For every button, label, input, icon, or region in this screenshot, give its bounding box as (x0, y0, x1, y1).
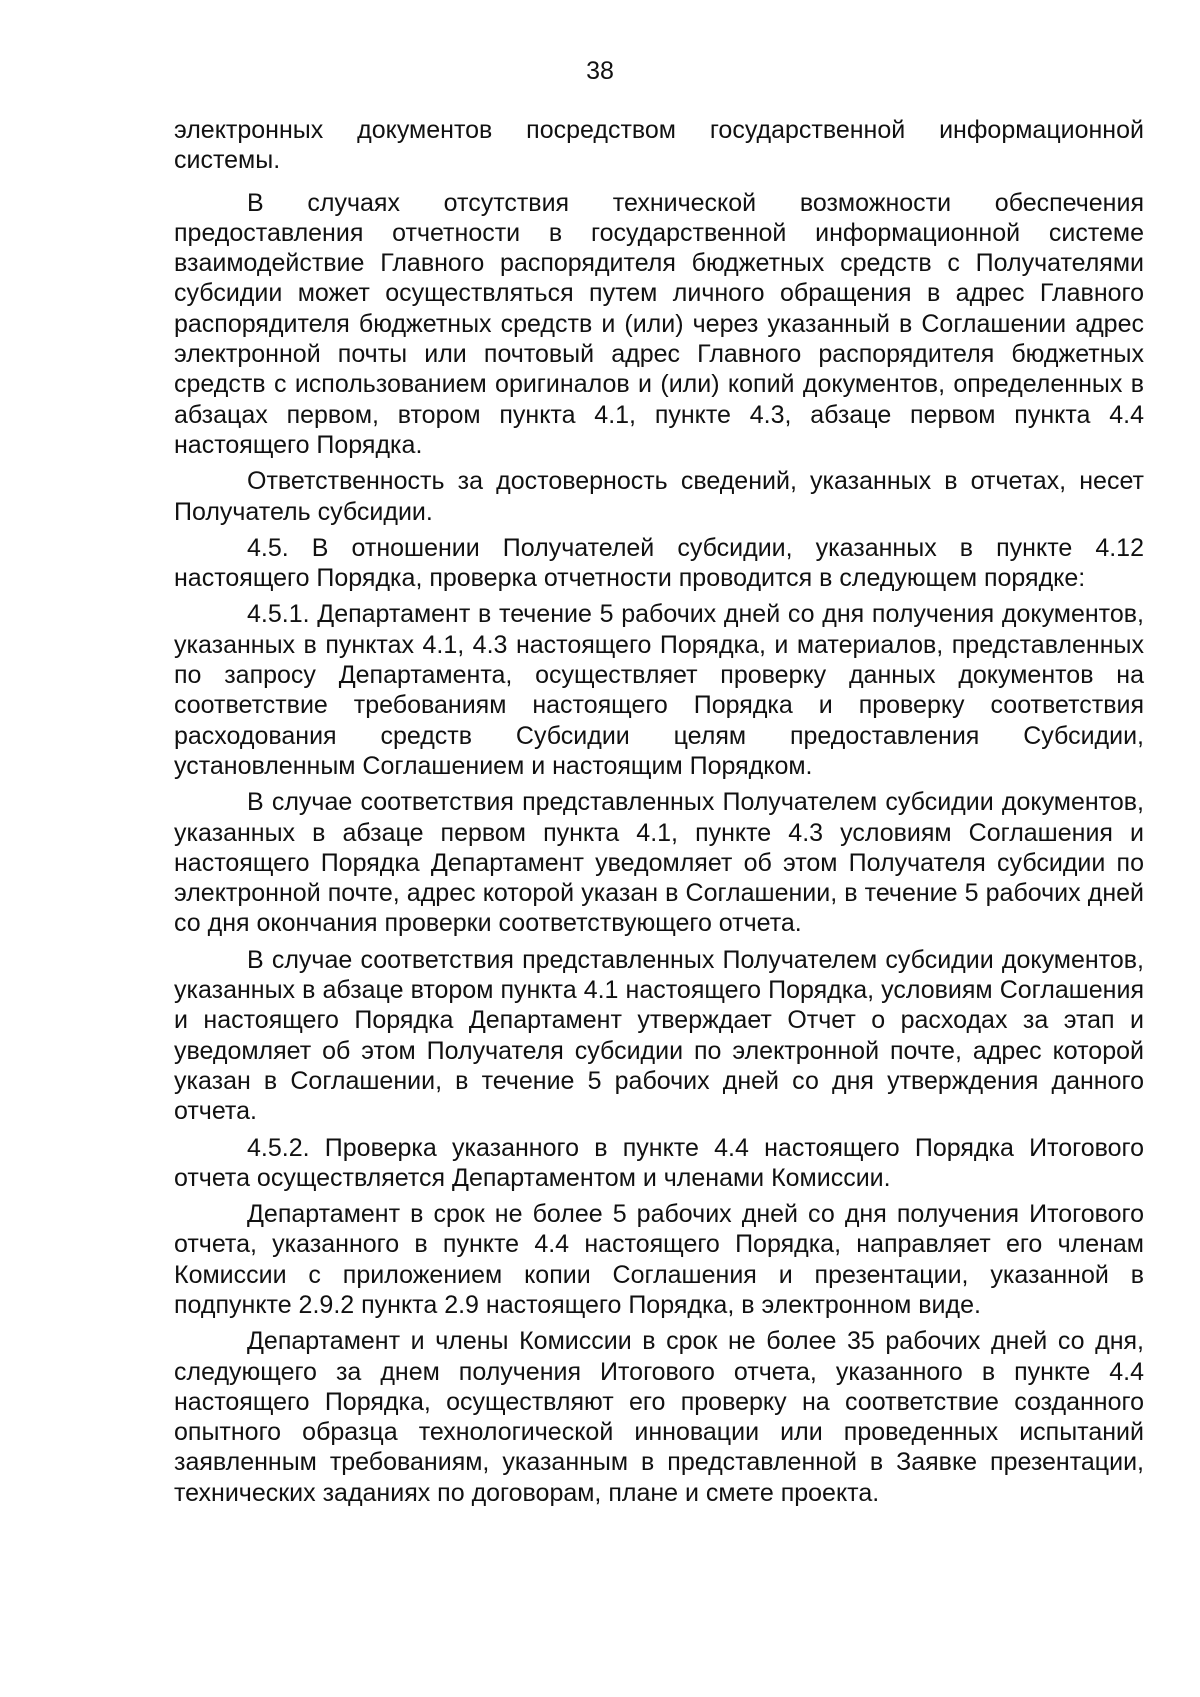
paragraph-responsibility: Ответственность за достоверность сведений, указанных в отчетах, несет Получатель субсидии. (174, 467, 1144, 526)
page-number: 38 (586, 57, 614, 85)
paragraph-continuation: электронных документов посредством государственной информационной системы. (174, 116, 1144, 175)
paragraph-4-5-1: 4.5.1. Департамент в течение 5 рабочих дней со дня получения документов, указанных в пунктах 4.1, 4.3 настоящего Порядка, и материалов, представленных по запросу Департамента, осуществляет проверку данных документов на соответствие требованиям настоящего Порядка и проверку соответствия расходования средств Субсидии целям предоставления Субсидии, установленным Соглашением и настоящим Порядком. (174, 600, 1144, 780)
paragraph-4-5: 4.5. В отношении Получателей субсидии, указанных в пункте 4.12 настоящего Порядка, проверка отчетности проводится в следующем порядке: (174, 533, 1144, 593)
paragraph-notification-second: В случае соответствия представленных Получателем субсидии документов, указанных в абзаце втором пункта 4.1 настоящего Порядка, условиям Соглашения и настоящего Порядка Департамент утверждает Отчет о расходах за этап и уведомляет об этом Получателя субсидии по электронной почте, адрес которой указан в Соглашении, в течение 5 рабочих дней со дня утверждения данного отчета. (174, 945, 1144, 1126)
paragraph-commission-review: Департамент и члены Комиссии в срок не более 35 рабочих дней со дня, следующего за днем получения Итогового отчета, указанного в пункте 4.4 настоящего Порядка, осуществляют его проверку на соответствие созданного опытного образца технологической инновации или проведенных испытаний заявленным требованиям, указанным в представленной в Заявке презентации, технических заданиях по договорам, плане и смете проекта. (174, 1327, 1144, 1507)
paragraph-notification-first: В случае соответствия представленных Получателем субсидии документов, указанных в абзаце первом пункта 4.1, пункте 4.3 условиям Соглашения и настоящего Порядка Департамент уведомляет об этом Получателя субсидии по электронной почте, адрес которой указан в Соглашении, в течение 5 рабочих дней со дня окончания проверки соответствующего отчета. (174, 788, 1144, 938)
paragraph-commission-forwarding: Департамент в срок не более 5 рабочих дней со дня получения Итогового отчета, указанного в пункте 4.4 настоящего Порядка, направляет его членам Комиссии с приложением копии Соглашения и презентации, указанной в подпункте 2.9.2 пункта 2.9 настоящего Порядка, в электронном виде. (174, 1200, 1144, 1319)
document-body (174, 115, 1144, 1514)
paragraph-4-5-2: 4.5.2. Проверка указанного в пункте 4.4 настоящего Порядка Итогового отчета осуществляется Департаментом и членами Комиссии. (174, 1133, 1144, 1192)
paragraph-technical-impossibility: В случаях отсутствия технической возможности обеспечения предоставления отчетности в государственной информационной системе взаимодействие Главного распорядителя бюджетных средств с Получателями субсидии может осуществляться путем личного обращения в адрес Главного распорядителя бюджетных средств и (или) через указанный в Соглашении адрес электронной почты или почтовый адрес Главного распорядителя бюджетных средств с использованием оригиналов и (или) копий документов, определенных в абзацах первом, втором пункта 4.1, пункте 4.3, абзаце первом пункта 4.4 настоящего Порядка. (174, 188, 1144, 459)
